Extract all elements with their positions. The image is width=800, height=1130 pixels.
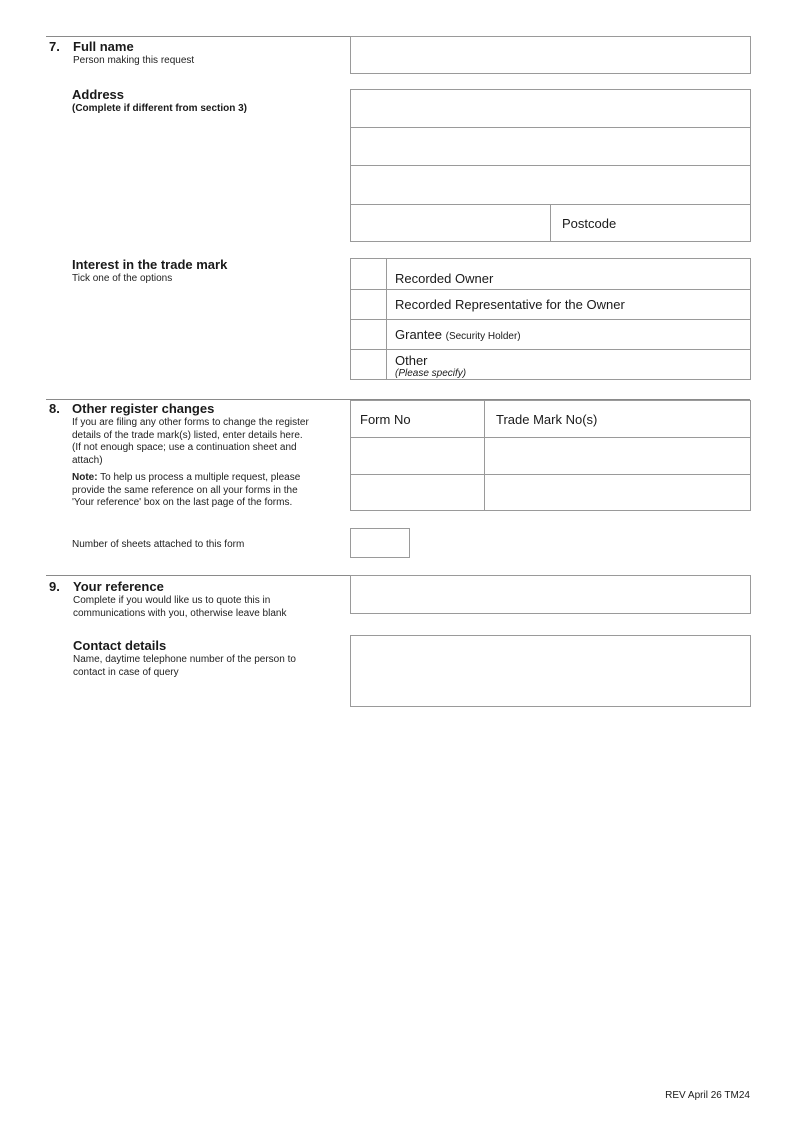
interest-heading: Interest in the trade mark — [72, 257, 228, 272]
contact-details-input[interactable] — [350, 635, 751, 707]
interest-options — [350, 258, 751, 380]
other-changes-subtext: If you are filing any other forms to change the register details of the trade mark(s) listed, enter details here. (If not enough space; use a continuation sheet and attach) — [72, 417, 309, 466]
address-line-3[interactable] — [351, 166, 750, 205]
address-heading: Address — [72, 87, 125, 102]
address-line-4 — [351, 205, 750, 241]
address-street-input[interactable] — [351, 205, 550, 241]
sheets-attached-label: Number of sheets attached to this form — [72, 539, 245, 550]
option-label — [395, 327, 521, 344]
full-name-subtext: Person making this request — [73, 55, 195, 66]
your-reference-input[interactable] — [350, 575, 751, 614]
section-8-number: 8. — [49, 401, 60, 416]
option-label: Recorded Representative for the Owner — [395, 297, 625, 312]
trade-mark-no-input[interactable] — [485, 438, 750, 474]
table-row — [351, 475, 750, 511]
other-changes-note — [72, 472, 322, 510]
trade-mark-no-input[interactable] — [485, 475, 750, 510]
form-no-input[interactable] — [351, 475, 484, 510]
option-label: Other — [395, 353, 428, 368]
option-note: (Please specify) — [395, 368, 467, 379]
your-reference-subtext: Complete if you would like us to quote this in communications with you, otherwise leave blank — [73, 595, 287, 619]
trade-mark-no-header: Trade Mark No(s) — [496, 412, 598, 427]
interest-option-recorded-owner[interactable] — [351, 259, 750, 290]
address-line-2[interactable] — [351, 128, 750, 166]
note-label: Note: — [72, 472, 98, 483]
section-7-number: 7. — [49, 39, 60, 54]
interest-option-representative[interactable] — [351, 290, 750, 320]
form-no-input[interactable] — [351, 438, 484, 474]
option-label-text: Grantee — [395, 327, 442, 342]
form-revision-footer: REV April 26 TM24 — [665, 1090, 750, 1101]
form-no-header: Form No — [360, 412, 411, 427]
address-subtext: (Complete if different from section 3) — [72, 103, 248, 114]
contact-details-subtext: Name, daytime telephone number of the person to contact in case of query — [73, 654, 296, 678]
your-reference-heading: Your reference — [73, 579, 164, 594]
interest-subtext: Tick one of the options — [72, 273, 173, 284]
postcode-label: Postcode — [562, 216, 617, 231]
sheets-attached-input[interactable] — [350, 528, 410, 558]
note-text: To help us process a multiple request, please provide the same reference on all your forms in the 'Your reference' box on the last page of the forms. — [72, 472, 301, 508]
postcode-divider — [550, 205, 551, 241]
table-header-row — [351, 401, 750, 438]
option-note: (Security Holder) — [445, 331, 521, 342]
interest-option-other[interactable] — [351, 350, 750, 379]
other-changes-heading: Other register changes — [72, 401, 215, 416]
address-box — [350, 89, 751, 242]
interest-option-grantee[interactable] — [351, 320, 750, 350]
full-name-heading: Full name — [73, 39, 134, 54]
full-name-input[interactable] — [350, 36, 751, 74]
other-changes-table — [350, 400, 751, 511]
option-label: Recorded Owner — [395, 271, 494, 286]
table-row — [351, 438, 750, 475]
section-9-number: 9. — [49, 579, 60, 594]
address-line-1[interactable] — [351, 90, 750, 128]
contact-details-heading: Contact details — [73, 638, 167, 653]
